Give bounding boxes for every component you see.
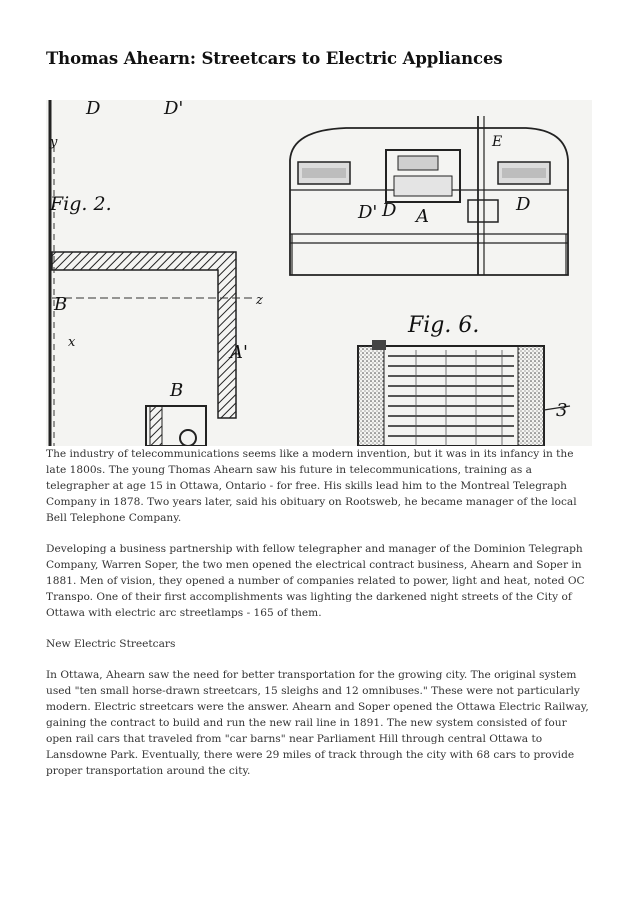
svg-text:D': D' xyxy=(164,100,184,119)
svg-text:D: D xyxy=(86,100,101,119)
svg-text:A: A xyxy=(416,206,429,227)
svg-text:3: 3 xyxy=(556,400,568,421)
svg-text:D': D' xyxy=(358,202,378,223)
paragraph-intro: The industry of telecommunications seems like a modern invention, but it was in its infancy in the late 1800s. The young Thomas Ahearn saw his future in telecommunications, training as a telegrapher at age 15 in Ottawa, Ontario - for free. His skills lead him to the Montreal Telegraph Company in 1878. Two years later, said his obituary on Rootsweb, he became manager of the local Bell Telephone Company. xyxy=(46,448,577,524)
patent-drawing-image xyxy=(46,100,592,446)
page-title: Thomas Ahearn: Streetcars to Electric Appliances xyxy=(46,49,503,68)
svg-text:B: B xyxy=(54,294,68,315)
svg-text:E: E xyxy=(492,134,503,150)
article-body xyxy=(46,446,594,794)
svg-text:x: x xyxy=(68,335,76,350)
svg-text:Fig. 2.: Fig. 2. xyxy=(50,193,112,215)
svg-text:Fig. 6.: Fig. 6. xyxy=(408,313,480,338)
svg-text:y: y xyxy=(50,135,58,150)
paragraph-partnership: Developing a business partnership with fellow telegrapher and manager of the Dominion Telegraph Company, Warren Soper, the two men opened the electrical contract business, Ahearn and Soper in 1881. Men of vision, they opened a number of companies related to power, light and heat, noted OC Transpo. One of their first accomplishments was lighting the darkened night streets of the City of Ottawa with electric arc streetlamps - 165 of them. xyxy=(46,543,585,619)
svg-text:D: D xyxy=(516,194,531,215)
svg-text:A': A' xyxy=(230,342,248,363)
paragraph-streetcars: In Ottawa, Ahearn saw the need for better transportation for the growing city. The original system used "ten small horse-drawn streetcars, 15 sleighs and 12 omnibuses." These were not particularly modern. Electric streetcars were the answer. Ahearn and Soper opened the Ottawa Electric Railway, gaining the contract to build and run the new rail line in 1891. The new system consisted of four open rail cars that traveled from "car barns" near Parliament Hill through central Ottawa to Lansdowne Park. Eventually, there were 29 miles of track through the city with 68 cars to provide proper transportation around the city. xyxy=(46,669,589,777)
svg-text:z: z xyxy=(256,293,263,308)
section-heading-streetcars: New Electric Streetcars xyxy=(46,638,176,650)
patent-drawing-svg xyxy=(46,100,592,446)
svg-text:B: B xyxy=(170,380,184,401)
svg-text:D: D xyxy=(382,200,397,221)
